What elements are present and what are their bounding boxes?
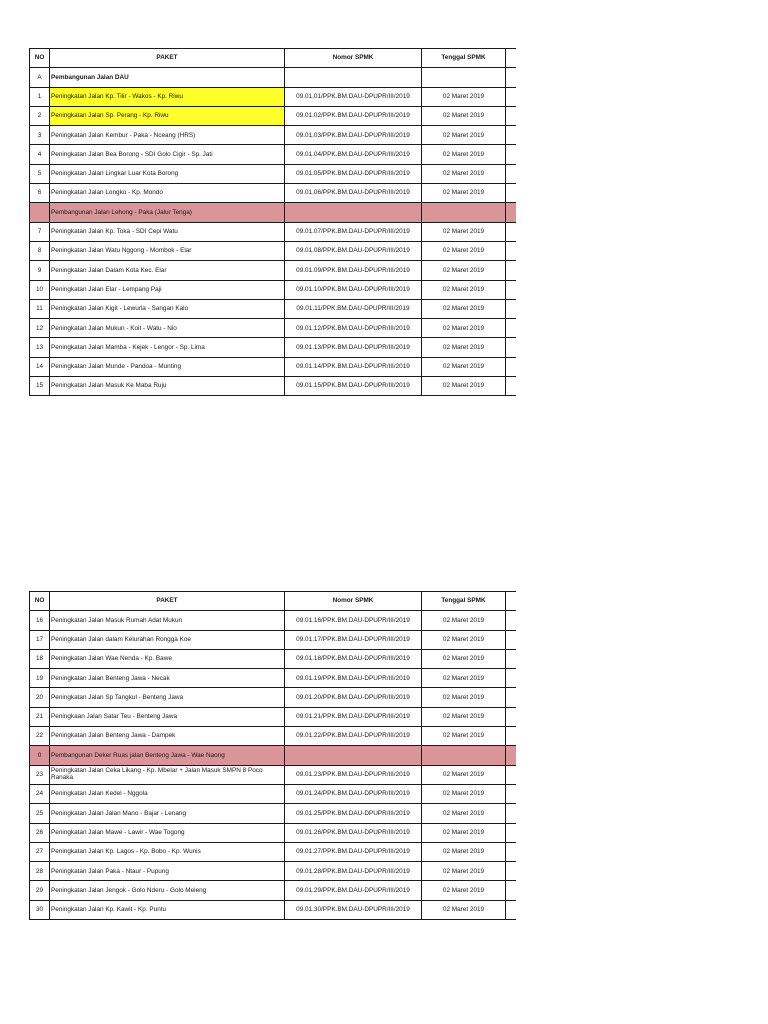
paket-cell: Peningkatan Jalan Jalan Mano - Bajar - Lenang: [50, 804, 285, 823]
no-cell: 4: [30, 145, 50, 164]
table-body: [30, 68, 516, 396]
extra-cell: [506, 823, 516, 842]
paket-cell: Peningkatan Jalan Kp. Toka - SDI Cepi Watu: [50, 222, 285, 241]
extra-cell: [506, 688, 516, 707]
extra-cell: [506, 784, 516, 803]
table-row: [30, 184, 516, 203]
tanggal-spmk-cell: 02 Maret 2019: [422, 338, 506, 357]
paket-cell: Peningkatan Jalan Kembur - Paka - Nceang (HRS): [50, 126, 285, 145]
table-row: [30, 261, 516, 280]
extra-cell: [506, 164, 516, 183]
extra-cell: [506, 241, 516, 260]
nomor-spmk-cell: 09.01.23/PPK.BM.DAU-DPUPR/III/2019: [285, 765, 422, 784]
table-row: [30, 241, 516, 260]
no-cell: 13: [30, 338, 50, 357]
tanggal-spmk-cell: [422, 746, 506, 765]
paket-cell: Peningkatan Jalan Bea Borong - SDI Golo Cigir - Sp. Jati: [50, 145, 285, 164]
tanggal-spmk-cell: 02 Maret 2019: [422, 630, 506, 649]
no-cell: 26: [30, 823, 50, 842]
header-nomor-spmk: Nomor SPMK: [285, 592, 422, 611]
extra-cell: [506, 804, 516, 823]
table-row: [30, 338, 516, 357]
table-row: [30, 106, 516, 125]
header-tanggal-spmk: Tenggal SPMK: [422, 592, 506, 611]
table-row: [30, 688, 516, 707]
no-cell: 24: [30, 784, 50, 803]
extra-cell: [506, 87, 516, 106]
no-cell: 1: [30, 87, 50, 106]
table-header-row: [30, 592, 516, 611]
tanggal-spmk-cell: 02 Maret 2019: [422, 611, 506, 630]
paket-cell: Pembangunan Deker Ruas jalan Benteng Jawa - Wae Naong: [50, 746, 285, 765]
extra-cell: [506, 261, 516, 280]
tanggal-spmk-cell: [422, 203, 506, 222]
extra-cell: [506, 126, 516, 145]
header-no: NO: [30, 49, 50, 68]
table-row: [30, 765, 516, 784]
tanggal-spmk-cell: 02 Maret 2019: [422, 727, 506, 746]
extra-cell: [506, 299, 516, 318]
no-cell: 17: [30, 630, 50, 649]
no-cell: 22: [30, 727, 50, 746]
paket-cell: Pembangunan Jalan DAU: [50, 68, 285, 87]
table-row: [30, 280, 516, 299]
tanggal-spmk-cell: 02 Maret 2019: [422, 87, 506, 106]
nomor-spmk-cell: 09.01.05/PPK.BM.DAU-DPUPR/III/2019: [285, 164, 422, 183]
tanggal-spmk-cell: 02 Maret 2019: [422, 241, 506, 260]
paket-cell: Peningkatan Jalan Watu Nggong - Mombok - Elar: [50, 241, 285, 260]
extra-cell: [506, 842, 516, 861]
no-cell: 23: [30, 765, 50, 784]
paket-cell: Peningkatan Jalan Wae Nenda - Kp. Bawe: [50, 649, 285, 668]
tanggal-spmk-cell: [422, 68, 506, 87]
extra-cell: [506, 222, 516, 241]
paket-cell: Peningkatan Jalan Kedel - Nggola: [50, 784, 285, 803]
nomor-spmk-cell: 09.01.04/PPK.BM.DAU-DPUPR/III/2019: [285, 145, 422, 164]
table-row: [30, 377, 516, 396]
paket-cell: Peningkatan Jalan Paka - Ntaur - Pupung: [50, 862, 285, 881]
nomor-spmk-cell: 09.01.18/PPK.BM.DAU-DPUPR/III/2019: [285, 649, 422, 668]
no-cell: 19: [30, 669, 50, 688]
no-cell: 27: [30, 842, 50, 861]
table-row: [30, 707, 516, 726]
nomor-spmk-cell: 09.01.24/PPK.BM.DAU-DPUPR/III/2019: [285, 784, 422, 803]
extra-cell: [506, 707, 516, 726]
nomor-spmk-cell: 09.01.02/PPK.BM.DAU-DPUPR/III/2019: [285, 106, 422, 125]
paket-cell: Peningkatan Jalan Dalam Kota Kec. Elar: [50, 261, 285, 280]
no-cell: 16: [30, 611, 50, 630]
tanggal-spmk-cell: 02 Maret 2019: [422, 842, 506, 861]
table-row: [30, 319, 516, 338]
subsection-row: [30, 203, 516, 222]
nomor-spmk-cell: 09.01.12/PPK.BM.DAU-DPUPR/III/2019: [285, 319, 422, 338]
extra-cell: [506, 145, 516, 164]
nomor-spmk-cell: 09.01.16/PPK.BM.DAU-DPUPR/III/2019: [285, 611, 422, 630]
no-cell: [30, 203, 50, 222]
tanggal-spmk-cell: 02 Maret 2019: [422, 881, 506, 900]
nomor-spmk-cell: [285, 746, 422, 765]
paket-cell: Peningkatan Jalan Kp. Kawit - Kp. Puntu: [50, 900, 285, 919]
table-row: [30, 784, 516, 803]
nomor-spmk-cell: 09.01.03/PPK.BM.DAU-DPUPR/III/2019: [285, 126, 422, 145]
no-cell: 7: [30, 222, 50, 241]
paket-cell: Peningkatan Jalan Mawe - Lawir - Wae Togong: [50, 823, 285, 842]
table-row: [30, 222, 516, 241]
table-row: [30, 357, 516, 376]
tanggal-spmk-cell: 02 Maret 2019: [422, 184, 506, 203]
extra-cell: [506, 611, 516, 630]
table-row: [30, 842, 516, 861]
nomor-spmk-cell: 09.01.13/PPK.BM.DAU-DPUPR/III/2019: [285, 338, 422, 357]
extra-cell: [506, 630, 516, 649]
header-paket: PAKET: [50, 592, 285, 611]
no-cell: 30: [30, 900, 50, 919]
paket-cell: Peningkatan Jalan Munde - Pandoa - Munting: [50, 357, 285, 376]
paket-cell: Peningkatan Jalan Benteng Jawa - Dampek: [50, 727, 285, 746]
no-cell: 10: [30, 280, 50, 299]
table-body: [30, 611, 516, 920]
no-cell: 20: [30, 688, 50, 707]
paket-cell: Peningkatan Jalan Kigit - Lewurla - Sangan Kalo: [50, 299, 285, 318]
no-cell: 8: [30, 241, 50, 260]
paket-cell: Peningkatan Jalan Elar - Lempang Paji: [50, 280, 285, 299]
header-nomor-spmk: Nomor SPMK: [285, 49, 422, 68]
no-cell: 25: [30, 804, 50, 823]
tanggal-spmk-cell: 02 Maret 2019: [422, 784, 506, 803]
nomor-spmk-cell: 09.01.27/PPK.BM.DAU-DPUPR/III/2019: [285, 842, 422, 861]
nomor-spmk-cell: 09.01.17/PPK.BM.DAU-DPUPR/III/2019: [285, 630, 422, 649]
extra-cell: [506, 319, 516, 338]
header-no: NO: [30, 592, 50, 611]
nomor-spmk-cell: [285, 68, 422, 87]
paket-cell: Peningkatan Jalan Benteng Jawa - Necak: [50, 669, 285, 688]
table-row: [30, 164, 516, 183]
paket-cell: Peningkatan Jalan Mukun - Koit - Watu - Nio: [50, 319, 285, 338]
nomor-spmk-cell: 09.01.14/PPK.BM.DAU-DPUPR/III/2019: [285, 357, 422, 376]
tanggal-spmk-cell: 02 Maret 2019: [422, 900, 506, 919]
table-row: [30, 900, 516, 919]
no-cell: 15: [30, 377, 50, 396]
no-cell: 28: [30, 862, 50, 881]
table-row: [30, 649, 516, 668]
paket-cell: Peningkatan Jalan Kp. Tilir - Wakos - Kp. Riwu: [50, 87, 285, 106]
paket-cell: Peningkatan Jalan Lingkar Luar Kota Borong: [50, 164, 285, 183]
nomor-spmk-cell: 09.01.09/PPK.BM.DAU-DPUPR/III/2019: [285, 261, 422, 280]
no-cell: 18: [30, 649, 50, 668]
extra-cell: [506, 357, 516, 376]
tanggal-spmk-cell: 02 Maret 2019: [422, 319, 506, 338]
no-cell: 2: [30, 106, 50, 125]
paket-cell: Peningkatan Jalan Sp Tangkul - Benteng Jawa: [50, 688, 285, 707]
table-row: [30, 804, 516, 823]
tanggal-spmk-cell: 02 Maret 2019: [422, 804, 506, 823]
nomor-spmk-cell: 09.01.28/PPK.BM.DAU-DPUPR/III/2019: [285, 862, 422, 881]
extra-cell: [506, 106, 516, 125]
spmk-table-2: [29, 591, 516, 920]
nomor-spmk-cell: 09.01.15/PPK.BM.DAU-DPUPR/III/2019: [285, 377, 422, 396]
subsection-row: [30, 746, 516, 765]
tanggal-spmk-cell: 02 Maret 2019: [422, 280, 506, 299]
extra-cell: [506, 649, 516, 668]
extra-cell: [506, 203, 516, 222]
no-cell: 5: [30, 164, 50, 183]
tanggal-spmk-cell: 02 Maret 2019: [422, 106, 506, 125]
table-row: [30, 87, 516, 106]
paket-cell: Peningkatan Jalan Sp. Perang - Kp. Riwu: [50, 106, 285, 125]
paket-cell: Peningkatan Jalan Masuk Ke Maba Ruju: [50, 377, 285, 396]
table-row: [30, 727, 516, 746]
header-extra-cell: [506, 592, 516, 611]
extra-cell: [506, 184, 516, 203]
tanggal-spmk-cell: 02 Maret 2019: [422, 707, 506, 726]
no-cell: 29: [30, 881, 50, 900]
paket-cell: Pembangunan Jalan Lehong - Paka (Jalur Tenga): [50, 203, 285, 222]
nomor-spmk-cell: 09.01.21/PPK.BM.DAU-DPUPR/III/2019: [285, 707, 422, 726]
extra-cell: [506, 727, 516, 746]
tanggal-spmk-cell: 02 Maret 2019: [422, 164, 506, 183]
no-cell: 3: [30, 126, 50, 145]
extra-cell: [506, 765, 516, 784]
tanggal-spmk-cell: 02 Maret 2019: [422, 862, 506, 881]
nomor-spmk-cell: 09.01.19/PPK.BM.DAU-DPUPR/III/2019: [285, 669, 422, 688]
nomor-spmk-cell: 09.01.07/PPK.BM.DAU-DPUPR/III/2019: [285, 222, 422, 241]
extra-cell: [506, 862, 516, 881]
extra-cell: [506, 377, 516, 396]
tanggal-spmk-cell: 02 Maret 2019: [422, 357, 506, 376]
table-row: [30, 611, 516, 630]
nomor-spmk-cell: 09.01.11/PPK.BM.DAU-DPUPR/III/2019: [285, 299, 422, 318]
table-row: [30, 823, 516, 842]
nomor-spmk-cell: [285, 203, 422, 222]
no-cell: 6: [30, 184, 50, 203]
tanggal-spmk-cell: 02 Maret 2019: [422, 765, 506, 784]
nomor-spmk-cell: 09.01.20/PPK.BM.DAU-DPUPR/III/2019: [285, 688, 422, 707]
tanggal-spmk-cell: 02 Maret 2019: [422, 261, 506, 280]
extra-cell: [506, 900, 516, 919]
nomor-spmk-cell: 09.01.29/PPK.BM.DAU-DPUPR/III/2019: [285, 881, 422, 900]
extra-cell: [506, 280, 516, 299]
section-row: [30, 68, 516, 87]
table-row: [30, 299, 516, 318]
table-row: [30, 145, 516, 164]
extra-cell: [506, 881, 516, 900]
tanggal-spmk-cell: 02 Maret 2019: [422, 649, 506, 668]
tanggal-spmk-cell: 02 Maret 2019: [422, 377, 506, 396]
paket-cell: Peningkatan Jalan Jengok - Golo Nderu - Golo Meleng: [50, 881, 285, 900]
nomor-spmk-cell: 09.01.01/PPK.BM.DAU-DPUPR/III/2019: [285, 87, 422, 106]
header-tanggal-spmk: Tenggal SPMK: [422, 49, 506, 68]
tanggal-spmk-cell: 02 Maret 2019: [422, 222, 506, 241]
paket-cell: Peningkaan Jalan Satar Teu - Benteng Jawa: [50, 707, 285, 726]
header-paket: PAKET: [50, 49, 285, 68]
table-row: [30, 881, 516, 900]
nomor-spmk-cell: 09.01.10/PPK.BM.DAU-DPUPR/III/2019: [285, 280, 422, 299]
tanggal-spmk-cell: 02 Maret 2019: [422, 823, 506, 842]
no-cell: 14: [30, 357, 50, 376]
table-row: [30, 862, 516, 881]
no-cell: A: [30, 68, 50, 87]
nomor-spmk-cell: 09.01.26/PPK.BM.DAU-DPUPR/III/2019: [285, 823, 422, 842]
no-cell: 9: [30, 261, 50, 280]
tanggal-spmk-cell: 02 Maret 2019: [422, 126, 506, 145]
tanggal-spmk-cell: 02 Maret 2019: [422, 145, 506, 164]
extra-cell: [506, 746, 516, 765]
paket-cell: Peningkatan Jalan Masuk Rumah Adat Mukun: [50, 611, 285, 630]
extra-cell: [506, 68, 516, 87]
no-cell: 0: [30, 746, 50, 765]
no-cell: 11: [30, 299, 50, 318]
nomor-spmk-cell: 09.01.06/PPK.BM.DAU-DPUPR/III/2019: [285, 184, 422, 203]
paket-cell: Peningkatan Jalan dalam Kelurahan Rongga Koe: [50, 630, 285, 649]
header-extra-cell: [506, 49, 516, 68]
tanggal-spmk-cell: 02 Maret 2019: [422, 688, 506, 707]
extra-cell: [506, 669, 516, 688]
tanggal-spmk-cell: 02 Maret 2019: [422, 669, 506, 688]
no-cell: 12: [30, 319, 50, 338]
nomor-spmk-cell: 09.01.30/PPK.BM.DAU-DPUPR/III/2019: [285, 900, 422, 919]
table-header-row: [30, 49, 516, 68]
nomor-spmk-cell: 09.01.08/PPK.BM.DAU-DPUPR/III/2019: [285, 241, 422, 260]
nomor-spmk-cell: 09.01.22/PPK.BM.DAU-DPUPR/III/2019: [285, 727, 422, 746]
paket-cell: Peningkatan Jalan Mamba - Kejek - Lengor - Sp. Lima: [50, 338, 285, 357]
no-cell: 21: [30, 707, 50, 726]
paket-cell: Peningkatan Jalan Longko - Kp. Mondo: [50, 184, 285, 203]
extra-cell: [506, 338, 516, 357]
paket-cell: Peningkatan Jalan Ceka Likang - Kp. Mbelar + Jalan Masuk SMPN 8 Poco Ranaka: [50, 765, 285, 784]
spmk-table-1: [29, 48, 516, 396]
table-row: [30, 126, 516, 145]
nomor-spmk-cell: 09.01.25/PPK.BM.DAU-DPUPR/III/2019: [285, 804, 422, 823]
table-row: [30, 669, 516, 688]
tanggal-spmk-cell: 02 Maret 2019: [422, 299, 506, 318]
table-row: [30, 630, 516, 649]
paket-cell: Peningkatan Jalan Kp. Lagos - Kp. Bobo - Kp. Wunis: [50, 842, 285, 861]
